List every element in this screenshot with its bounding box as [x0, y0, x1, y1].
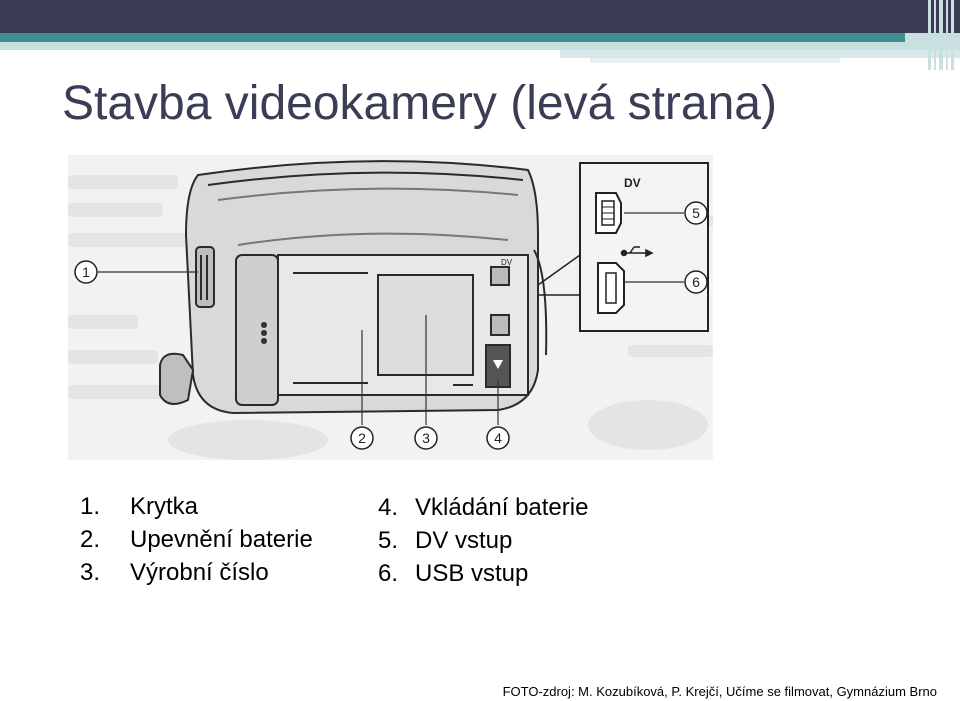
list-item-text: USB vstup: [415, 560, 529, 587]
legend-list-left: [80, 490, 313, 589]
list-item: [80, 523, 313, 556]
callout-1: [75, 261, 97, 283]
list-item-text: Výrobní číslo: [130, 559, 269, 586]
callout-3: [415, 427, 437, 449]
list-item: [378, 557, 588, 590]
callout-3-label: 3: [422, 430, 430, 446]
list-item-text: Vkládání baterie: [415, 494, 589, 521]
callout-6: [685, 271, 707, 293]
camera-body: [160, 161, 546, 413]
list-item-number: 5.: [378, 527, 399, 554]
header-decoration: [0, 0, 960, 70]
callout-4: [487, 427, 509, 449]
slide-title: Stavba videokamery (levá strana): [62, 77, 777, 130]
list-item-number: 1.: [80, 493, 101, 520]
list-item: [80, 556, 313, 589]
callout-4-label: 4: [494, 430, 502, 446]
usb-port: [598, 263, 624, 313]
list-item-number: 4.: [378, 494, 399, 521]
callout-2-label: 2: [358, 430, 366, 446]
dv-port: [596, 193, 621, 233]
list-item-number: 3.: [80, 559, 101, 586]
legend-list-right: [378, 491, 588, 590]
list-item-text: Upevnění baterie: [130, 526, 313, 553]
list-item-text: Krytka: [130, 493, 199, 520]
camera-dv-label: DV: [501, 258, 513, 267]
list-item: [378, 491, 588, 524]
photo-credit: FOTO-zdroj: M. Kozubíková, P. Krejčí, Učíme se filmovat, Gymnázium Brno: [502, 684, 937, 699]
callout-1-label: 1: [82, 264, 90, 280]
header-bar: [0, 0, 960, 70]
callout-2: [351, 427, 373, 449]
callout-5: [685, 202, 707, 224]
list-item: [378, 524, 588, 557]
camcorder-drawing: [68, 155, 713, 460]
list-item-text: DV vstup: [415, 527, 513, 554]
list-item-number: 2.: [80, 526, 101, 553]
dv-port-label: DV: [624, 176, 641, 190]
list-item-number: 6.: [378, 560, 399, 587]
callout-6-label: 6: [692, 274, 700, 290]
list-item: [80, 490, 313, 523]
port-inset: [538, 163, 708, 331]
callout-5-label: 5: [692, 205, 700, 221]
camcorder-illustration: [68, 155, 713, 460]
